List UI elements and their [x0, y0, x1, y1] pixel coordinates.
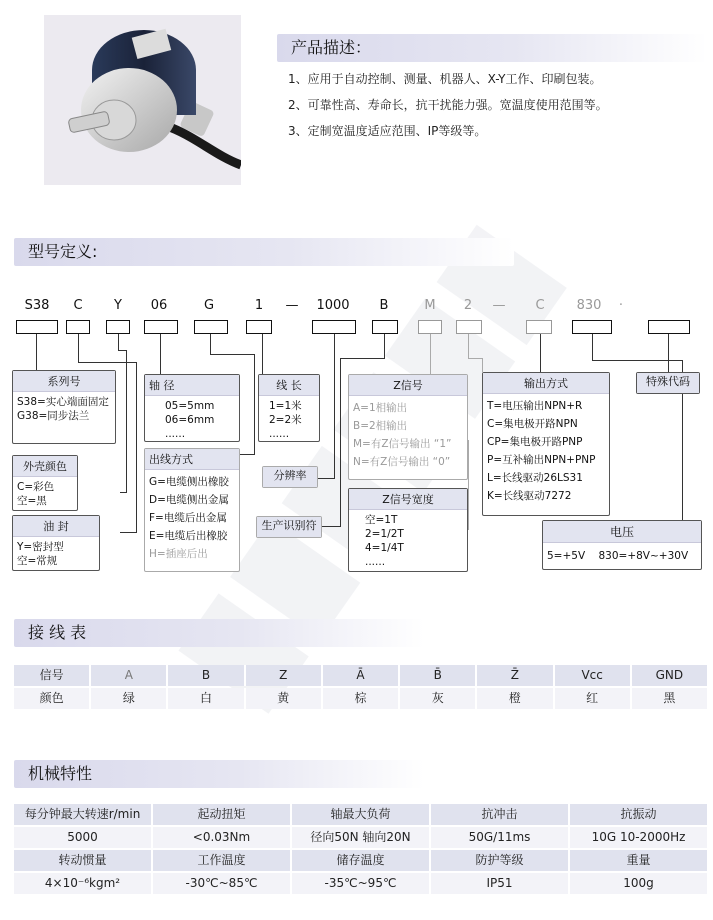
table-row	[14, 873, 707, 894]
description-title: 产品描述：	[277, 34, 707, 62]
box-special-title: 特殊代码	[637, 373, 699, 393]
box-seal-line: Y=密封型	[17, 541, 64, 553]
table-cell: 橙	[477, 688, 554, 709]
description-line-1: 1、应用于自动控制、测量、机器人、X-Y工作、印刷包装。	[288, 72, 602, 86]
box-resolution	[262, 466, 318, 488]
table-cell: 转动惯量	[14, 850, 153, 871]
code-dot: ·	[618, 298, 624, 313]
table-cell: B̄	[400, 665, 477, 686]
box-wire-line: H=插座后出	[149, 548, 208, 560]
table-cell: Z̄	[477, 665, 554, 686]
connector	[120, 492, 127, 493]
connector	[468, 334, 469, 358]
table-cell: 黑	[632, 688, 707, 709]
box-output-line: T=电压输出NPN+R	[487, 400, 583, 412]
code-wire: G	[203, 298, 215, 313]
table-cell: 100g	[570, 873, 707, 894]
box-seal-title: 油 封	[13, 516, 99, 537]
slot-series	[16, 320, 58, 334]
box-zsignal-line: B=2相输出	[353, 420, 408, 432]
table-row	[14, 804, 707, 825]
table-cell: 抗振动	[570, 804, 707, 825]
box-zsignal-line: N=有Z信号输出 “0”	[353, 456, 451, 468]
connector	[540, 334, 541, 374]
box-output-line: K=长线驱动7272	[487, 490, 572, 502]
code-zsignal: B	[379, 298, 389, 313]
box-length-line: 1=1米	[269, 400, 302, 412]
table-cell: 5000	[14, 827, 153, 848]
box-zwidth-title: Z信号宽度	[349, 489, 467, 510]
box-shaft-line: ......	[165, 428, 186, 440]
connector	[78, 362, 136, 363]
slot-zgrey	[418, 320, 442, 334]
box-zwidth-line: 4=1/4T	[365, 542, 404, 554]
connector	[120, 532, 137, 533]
table-cell: 白	[168, 688, 245, 709]
connector	[322, 526, 341, 527]
connector	[118, 350, 126, 351]
slot-output	[526, 320, 552, 334]
table-cell: 防护等级	[431, 850, 570, 871]
table-cell: 重量	[570, 850, 707, 871]
product-photo	[44, 15, 241, 185]
box-zsignal-title: Z信号	[349, 375, 467, 396]
connector	[468, 358, 482, 359]
table-row	[14, 827, 707, 848]
connector	[468, 440, 469, 530]
box-zwidth	[348, 488, 468, 572]
box-shaft	[144, 374, 240, 442]
wiring-title: 接 线 表	[14, 619, 424, 647]
box-shell-line: 空=黑	[17, 495, 47, 507]
box-length-line: 2=2米	[269, 414, 302, 426]
table-cell: 轴最大负荷	[292, 804, 431, 825]
box-zsignal-line: A=1相输出	[353, 402, 408, 414]
table-cell: 颜色	[14, 688, 91, 709]
box-wire-line: E=电缆后出橡胶	[149, 530, 228, 542]
encoder-image	[44, 15, 241, 185]
mech-table	[14, 804, 707, 894]
slot-zsignal	[372, 320, 398, 334]
table-cell: 10G 10-2000Hz	[570, 827, 707, 848]
table-cell: 每分钟最大转速r/min	[14, 804, 153, 825]
code-resolution: 1000	[316, 298, 350, 313]
slot-resolution	[312, 320, 356, 334]
code-length: 1	[254, 298, 264, 313]
box-output-title: 输出方式	[483, 373, 609, 394]
box-shaft-line: 06=6mm	[165, 414, 215, 426]
box-zwidth-line: 空=1T	[365, 514, 398, 526]
code-zgrey: M	[424, 298, 436, 313]
box-zsignal-line: M=有Z信号输出 “1”	[353, 438, 452, 450]
code-output: C	[535, 298, 545, 313]
table-cell: 信号	[14, 665, 91, 686]
description-line-3: 3、定制宽温度适应范围、IP等级等。	[288, 124, 487, 138]
table-cell: 工作温度	[153, 850, 292, 871]
box-resolution-title: 分辨率	[263, 467, 317, 487]
slot-shell	[66, 320, 90, 334]
box-producer	[256, 516, 322, 538]
slot-wire	[194, 320, 228, 334]
box-voltage-title: 电压	[543, 521, 701, 543]
code-shell: C	[73, 298, 83, 313]
code-series: S38	[24, 298, 50, 313]
connector	[240, 454, 255, 455]
table-cell: 起动扭矩	[153, 804, 292, 825]
connector	[384, 334, 385, 358]
table-cell: 径向50N 轴向20N	[292, 827, 431, 848]
code-dash-2: —	[492, 298, 506, 313]
table-cell: -30℃~85℃	[153, 873, 292, 894]
table-cell: Z	[246, 665, 323, 686]
slot-seal	[106, 320, 130, 334]
connector	[262, 334, 263, 374]
connector	[592, 334, 593, 360]
box-output-line: P=互补输出NPN+PNP	[487, 454, 596, 466]
table-cell: -35℃~95℃	[292, 873, 431, 894]
box-seal-line: 空=常规	[17, 555, 58, 567]
slot-length	[246, 320, 272, 334]
table-cell: 50G/11ms	[431, 827, 570, 848]
slot-voltage	[572, 320, 612, 334]
box-seal	[12, 515, 100, 571]
code-voltage: 830	[576, 298, 602, 313]
table-cell: IP51	[431, 873, 570, 894]
box-wire-line: F=电缆后出金属	[149, 512, 227, 524]
box-length-title: 线 长	[259, 375, 319, 396]
code-shaft: 06	[150, 298, 168, 313]
box-output-line: CP=集电极开路PNP	[487, 436, 583, 448]
table-row	[14, 850, 707, 871]
box-zwidth-line: ......	[365, 556, 386, 568]
code-dash-1: —	[285, 298, 299, 313]
box-series	[12, 370, 116, 444]
table-cell: B	[168, 665, 245, 686]
slot-special	[648, 320, 690, 334]
connector	[118, 334, 119, 350]
model-title: 型号定义:	[14, 238, 514, 266]
connector	[36, 334, 37, 370]
box-series-line: S38=实心端面固定	[17, 396, 109, 408]
code-seal: Y	[114, 298, 122, 313]
wiring-table	[14, 665, 707, 709]
box-shell-line: C=彩色	[17, 481, 55, 493]
table-cell: A	[91, 665, 168, 686]
box-shaft-line: 05=5mm	[165, 400, 215, 412]
table-cell: 黄	[246, 688, 323, 709]
connector	[160, 334, 161, 374]
connector	[254, 354, 255, 454]
box-voltage-line: 5=+5V 830=+8V~+30V	[547, 550, 689, 562]
connector	[318, 478, 335, 479]
box-shell	[12, 455, 78, 511]
table-row	[14, 688, 707, 709]
table-cell: Vcc	[555, 665, 632, 686]
table-cell: 灰	[400, 688, 477, 709]
box-voltage	[542, 520, 702, 570]
slot-shaft	[144, 320, 178, 334]
table-cell: Ā	[323, 665, 400, 686]
connector	[78, 334, 79, 362]
table-cell: <0.03Nm	[153, 827, 292, 848]
table-cell: 储存温度	[292, 850, 431, 871]
connector	[482, 358, 483, 372]
box-producer-title: 生产识别符	[257, 517, 321, 537]
slot-zwidth	[456, 320, 482, 334]
code-zwidth: 2	[463, 298, 473, 313]
connector	[334, 334, 335, 478]
box-output-line: C=集电极开路NPN	[487, 418, 578, 430]
box-series-title: 系列号	[13, 371, 115, 392]
box-shell-title: 外壳颜色	[13, 456, 77, 477]
table-cell: 棕	[323, 688, 400, 709]
table-row	[14, 665, 707, 686]
table-cell: 抗冲击	[431, 804, 570, 825]
description-line-2: 2、可靠性高、寿命长，抗干扰能力强。宽温度使用范围等。	[288, 98, 608, 112]
box-length	[258, 374, 320, 442]
box-output	[482, 372, 610, 516]
box-special	[636, 372, 700, 394]
box-length-line: ......	[269, 428, 290, 440]
connector	[210, 334, 211, 354]
connector	[340, 358, 341, 526]
table-cell: GND	[632, 665, 707, 686]
box-wire-line: D=电缆侧出金属	[149, 494, 229, 506]
table-cell: 红	[555, 688, 632, 709]
box-output-line: L=长线驱动26LS31	[487, 472, 583, 484]
table-cell: 绿	[91, 688, 168, 709]
box-wire-title: 出线方式	[145, 449, 239, 470]
connector	[340, 358, 385, 359]
box-series-line: G38=同步法兰	[17, 410, 90, 422]
connector	[430, 334, 431, 374]
box-wire-line: G=电缆侧出橡胶	[149, 476, 229, 488]
connector	[668, 334, 669, 372]
mech-title: 机械特性	[14, 760, 424, 788]
box-zsignal	[348, 374, 468, 480]
table-cell: 4×10⁻⁶kgm²	[14, 873, 153, 894]
connector	[210, 354, 254, 355]
box-shaft-title: 轴 径	[145, 375, 239, 396]
connector	[126, 350, 127, 492]
box-wire	[144, 448, 240, 572]
connector	[136, 362, 137, 532]
box-zwidth-line: 2=1/2T	[365, 528, 404, 540]
